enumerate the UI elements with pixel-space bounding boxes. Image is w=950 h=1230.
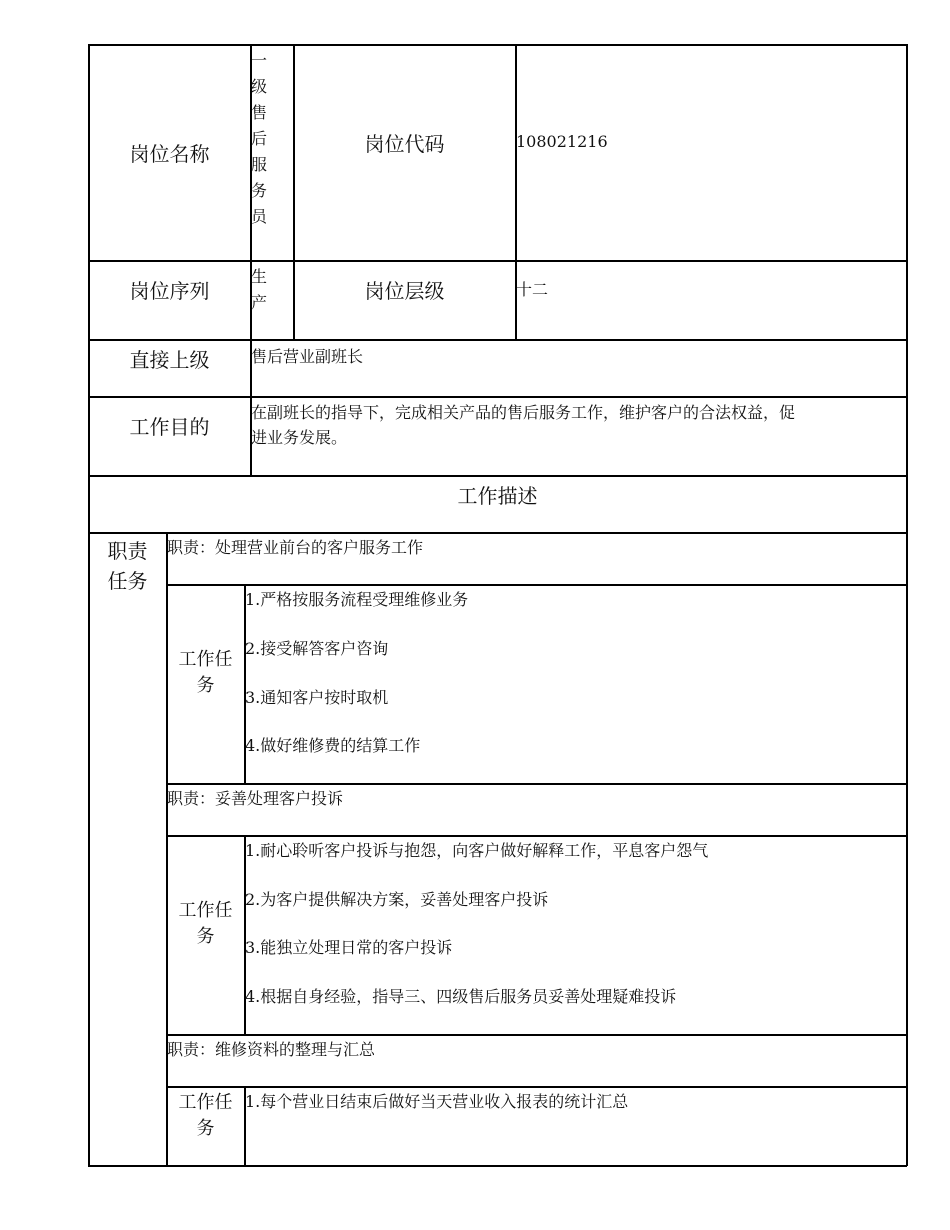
row-divider [166, 1086, 907, 1088]
task-label [167, 1090, 244, 1142]
task-item: 3.能独立处理日常的客户投诉 [245, 938, 453, 957]
post-series-label: 岗位序列 [129, 279, 210, 303]
post-level-value: 十二 [516, 280, 549, 299]
row-divider [166, 835, 907, 837]
purpose-line-1: 在副班长的指导下，完成相关产品的售后服务工作，维护客户的合法权益，促 [251, 403, 796, 422]
task-item: 4.根据自身经验，指导三、四级售后服务员妥善处理疑难投诉 [245, 987, 677, 1006]
post-code-value: 108021216 [516, 132, 608, 151]
task-label-line-1: 工作任 [178, 1092, 233, 1113]
purpose-label: 工作目的 [129, 414, 210, 439]
row-divider [166, 1034, 907, 1036]
row-divider [88, 532, 907, 534]
post-level-label: 岗位层级 [364, 279, 445, 303]
row-divider [166, 783, 907, 785]
table-border-right [906, 44, 908, 1166]
task-item: 1.严格按服务流程受理维修业务 [245, 590, 469, 609]
column-divider [166, 532, 168, 1166]
post-series-value: 生产 [251, 267, 268, 312]
task-item: 3.通知客户按时取机 [245, 688, 389, 707]
duty-title: 职责：妥善处理客户投诉 [167, 789, 344, 808]
duty-section-label-line-2: 任务 [107, 569, 148, 593]
superior-value: 售后营业副班长 [251, 347, 364, 366]
table-border-bottom [88, 1165, 907, 1167]
duty-section-label [89, 536, 166, 596]
purpose-line-2: 进业务发展。 [251, 428, 348, 447]
task-item: 1.耐心聆听客户投诉与抱怨，向客户做好解释工作，平息客户怨气 [245, 841, 709, 860]
duty-title: 职责：处理营业前台的客户服务工作 [167, 538, 424, 557]
task-label-line-1: 工作任 [178, 900, 233, 921]
section-title: 工作描述 [457, 483, 538, 508]
duty-section-label-line-1: 职责 [107, 539, 148, 563]
task-item: 2.为客户提供解决方案，妥善处理客户投诉 [245, 890, 549, 909]
task-label [167, 898, 244, 950]
post-name-label: 岗位名称 [129, 142, 210, 166]
task-label-line-1: 工作任 [178, 649, 233, 670]
task-label [167, 647, 244, 699]
task-label-line-2: 务 [196, 1118, 215, 1139]
task-item: 2.接受解答客户咨询 [245, 639, 389, 658]
task-label-line-2: 务 [196, 926, 215, 947]
task-item: 1.每个营业日结束后做好当天营业收入报表的统计汇总 [245, 1092, 629, 1111]
row-divider [166, 584, 907, 586]
post-name-value: 一级售后服务员 [251, 51, 268, 226]
duty-title: 职责：维修资料的整理与汇总 [167, 1040, 376, 1059]
post-code-label: 岗位代码 [364, 132, 445, 156]
superior-label: 直接上级 [129, 347, 210, 372]
task-item: 4.做好维修费的结算工作 [245, 736, 421, 755]
task-label-line-2: 务 [196, 675, 215, 696]
